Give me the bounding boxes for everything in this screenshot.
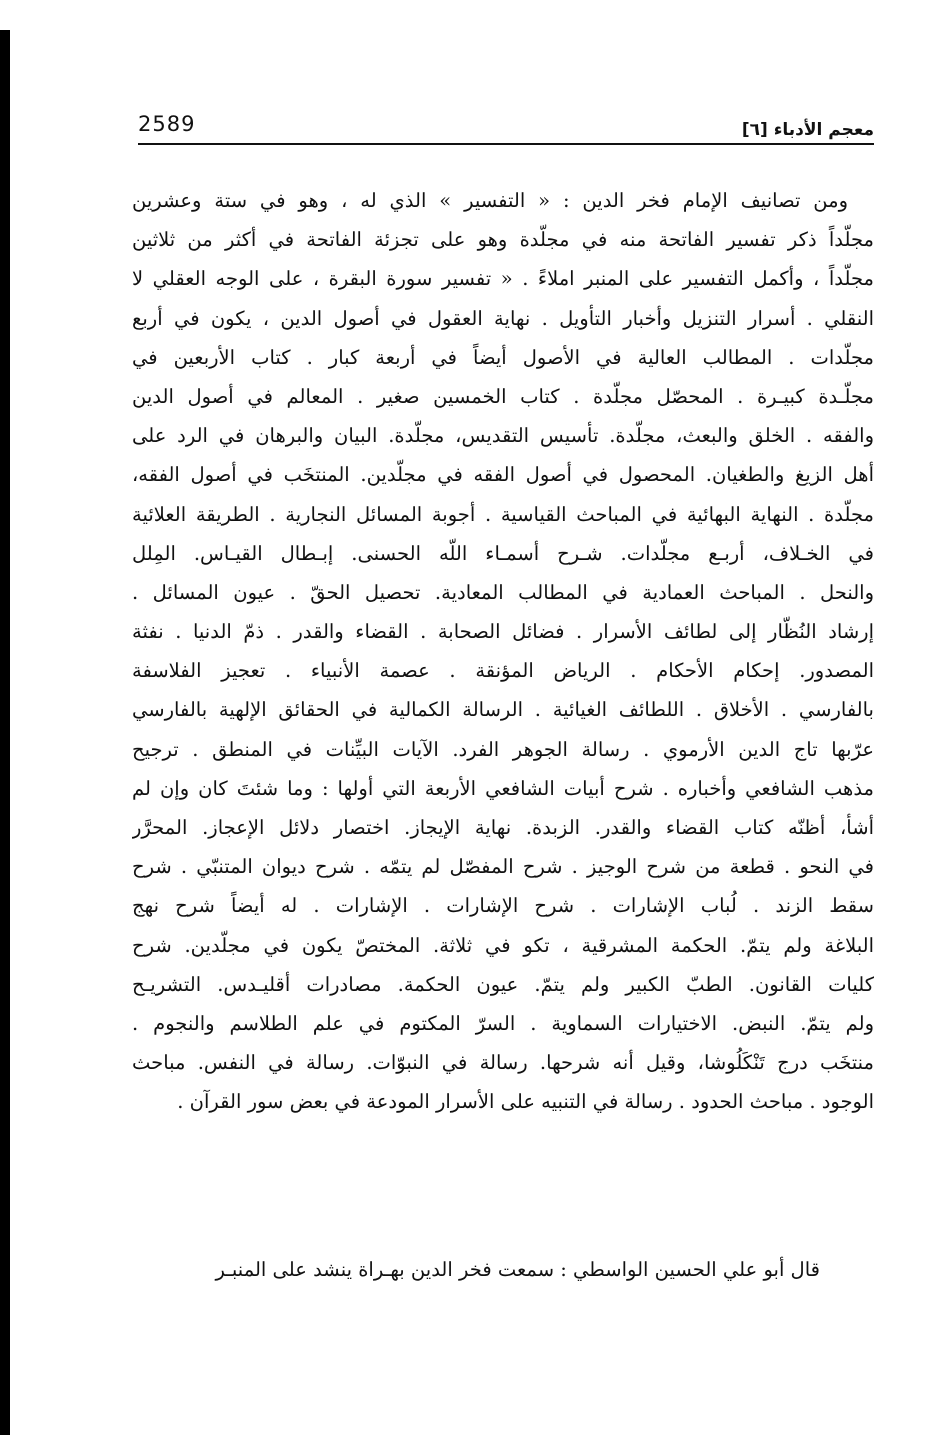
text-line-3: مجلّداً ، وأكمل التفسير على المنبر املاءً . « تفسير سورة البقرة ، على الوجه العقلي لا xyxy=(132,267,874,291)
text-line-17: أشأ، أظنّه كتاب القضاء والقدر. الزبدة. نهاية الإيجاز. اختصار دلائل الإعجاز. المحرَّر xyxy=(132,816,874,839)
page-number: 2589 xyxy=(138,112,196,136)
text-line-5: مجلّدات . المطالب العالية في الأصول أيضاً في أربعة كبار . كتاب الأربعين في xyxy=(132,345,874,369)
text-line-7: والفقه . الخلق والبعث، مجلّدة. تأسيس التقديس، مجلّدة. البيان والبرهان في الرد على xyxy=(132,424,874,448)
text-line-15: عرّبها تاج الدين الأرموي . رسالة الجوهر الفرد. الآيات البيِّنات في المنطق . ترجيح xyxy=(132,737,874,761)
text-line-2: مجلّداً ذكر تفسير الفاتحة منه في مجلّدة وهو على تجزئة الفاتحة في أكثر من ثلاثين xyxy=(132,228,874,252)
closing-paragraph xyxy=(132,1250,874,1289)
text-line-22: ولم يتمّ. النبض. الاختيارات السماوية . السرّ المكتوم في علم الطلاسم والنجوم . xyxy=(132,1011,874,1035)
text-line-23: منتخَب درج تَنْكَلُوشا، وقيل أنه شرحها. رسالة في النبوّات. رسالة في النفس. مباحث xyxy=(132,1051,874,1075)
page-header xyxy=(138,108,874,144)
text-line-1: ومن تصانيف الإمام فخر الدين : « التفسير » الذي له ، وهو في ستة وعشرين xyxy=(132,189,848,212)
text-line-8: أهل الزيغ والطغيان. المحصول في أصول الفقه في مجلّدين. المنتخَب في أصول الفقه، xyxy=(132,463,874,487)
text-line-14: بالفارسي . الأخلاق . اللطائف الغيائية . الرسالة الكمالية في الحقائق الإلهية بالفارسي xyxy=(132,698,874,722)
text-line-20: البلاغة ولم يتمّ. الحكمة المشرقية ، تكو في ثلاثة. المختصّ يكون في مجلّدين. شرح xyxy=(132,933,874,957)
text-line-18: في النحو . قطعة من شرح الوجيز . شرح المفصّل لم يتمّه . شرح ديوان المتنبّي . شرح xyxy=(132,855,874,879)
text-line-4: النقلي . أسرار التنزيل وأخبار التأويل . نهاية العقول في أصول الدين ، يكون في أربع xyxy=(132,306,874,330)
main-paragraph xyxy=(132,181,874,1122)
text-line-19: سقط الزند . لُباب الإشارات . شرح الإشارات . الإشارات . له أيضاً شرح نهج xyxy=(132,894,874,918)
text-line-21: كليات القانون. الطبّ الكبير ولم يتمّ. عيون الحكمة. مصادرات أقليـدس. التشريـح xyxy=(132,972,874,996)
text-line-13: المصدور. إحكام الأحكام . الرياض المؤنقة . عصمة الأنبياء . تعجيز الفلاسفة xyxy=(132,659,874,683)
closing-line: قال أبو علي الحسين الواسطي : سمعت فخر الدين بهـراة ينشد على المنبـر xyxy=(215,1258,820,1281)
text-line-11: والنحل . المباحث العمادية في المطالب المعادية. تحصيل الحقّ . عيون المسائل . xyxy=(132,580,874,604)
text-line-10: في الخـلاف، أربـع مجلّدات. شـرح أسمـاء اللّه الحسنى. إبـطال القيـاس. المِلل xyxy=(132,541,874,565)
text-line-9: مجلّدة . النهاية البهائية في المباحث القياسية . أجوبة المسائل النجارية . الطريقة العلائية xyxy=(132,502,874,526)
text-line-16: مذهب الشافعي وأخباره . شرح أبيات الشافعي الأربعة التي أولها : وما شئتَ كان وإن لم xyxy=(132,776,874,800)
text-line-24: الوجود . مباحث الحدود . رسالة في التنبيه على الأسرار المودعة في بعض سور القرآن . xyxy=(177,1090,874,1114)
header-rule xyxy=(138,143,874,145)
scan-border xyxy=(0,30,10,1435)
running-title: معجم الأدباء [٦] xyxy=(741,120,874,140)
text-line-6: مجلّـدة كبيـرة . المحصّل مجلّدة . كتاب الخمسين صغير . المعالم في أصول الدين xyxy=(132,384,874,408)
text-line-12: إرشاد النُظّار إلى لطائف الأسرار . فضائل الصحابة . القضاء والقدر . ذمّ الدنيا . نفثة xyxy=(132,620,874,644)
